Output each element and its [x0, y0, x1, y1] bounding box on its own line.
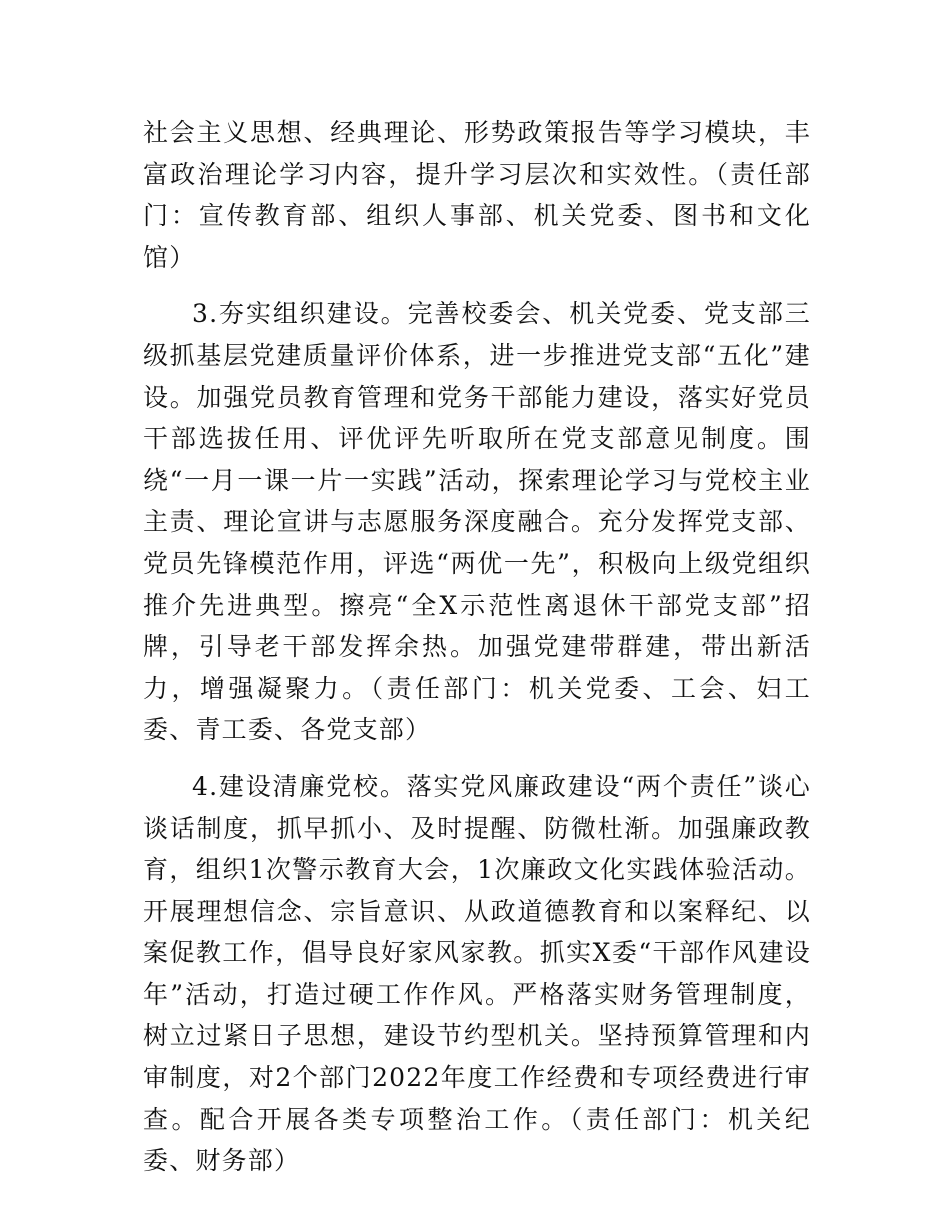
- paragraph-item-3-organization-building: 3.夯实组织建设。完善校委会、机关党委、党支部三级抓基层党建质量评价体系，进一步推进党支部“五化”建设。加强党员教育管理和党务干部能力建设，落实好党员干部选拔任用、评优评先听取所在党支部意见制度。围绕“一月一课一片一实践”活动，探索理论学习与党校主业主责、理论宣讲与志愿服务深度融合。充分发挥党支部、党员先锋模范作用，评选“两优一先”，积极向上级党组织推介先进典型。擦亮“全X示范性离退休干部党支部”招牌，引导老干部发挥余热。加强党建带群建，带出新活力，增强凝聚力。（责任部门：机关党委、工会、妇工委、青工委、各党支部）: [143, 299, 811, 745]
- paragraph-item-4-clean-party-school: 4.建设清廉党校。落实党风廉政建设“两个责任”谈心谈话制度，抓早抓小、及时提醒、防微杜渐。加强廉政教育，组织1次警示教育大会，1次廉政文化实践体验活动。开展理想信念、宗旨意识、从政道德教育和以案释纪、以案促教工作，倡导良好家风家教。抓实X委“干部作风建设年”活动，打造过硬工作作风。严格落实财务管理制度，树立过紧日子思想，建设节约型机关。坚持预算管理和内审制度，对2个部门2022年度工作经费和专项经费进行审查。配合开展各类专项整治工作。（责任部门：机关纪委、财务部）: [143, 771, 811, 1176]
- paragraph-intro-continuation: 社会主义思想、经典理论、形势政策报告等学习模块，丰富政治理论学习内容，提升学习层次和实效性。（责任部门：宣传教育部、组织人事部、机关党委、图书和文化馆）: [143, 118, 811, 272]
- document-body: [143, 112, 811, 1182]
